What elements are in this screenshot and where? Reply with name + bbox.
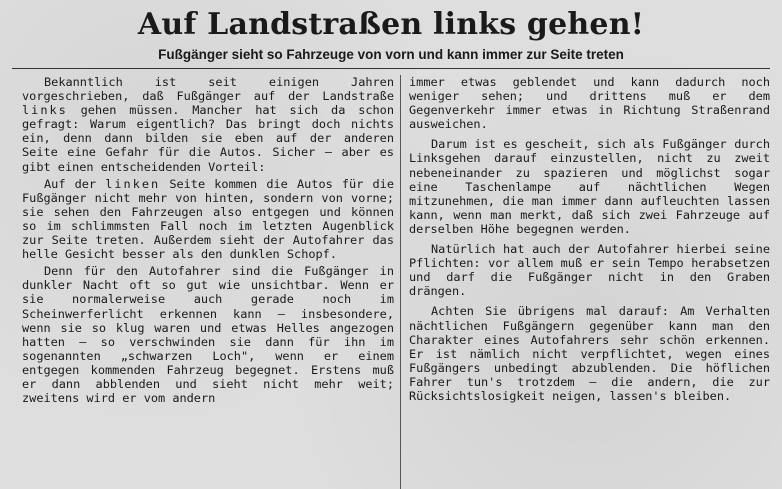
paragraph-text: Auf der xyxy=(44,176,106,191)
article-body xyxy=(10,75,772,489)
left-column xyxy=(10,75,400,489)
paragraph-text: Bekanntlich ist seit einigen Jahren vorgeschrieben, daß Fußgänger auf der Landstraße xyxy=(22,75,394,104)
paragraph: Natürlich hat auch der Autofahrer hierbei seine Pflichten: vor allem muß er sein Tempo herabsetzen und darf die Fußgänger nicht in den Graben drängen. xyxy=(409,242,770,299)
article-headline: Auf Landstraßen links gehen! xyxy=(137,7,645,42)
article-subheadline: Fußgänger sieht so Fahrzeuge von vorn und kann immer zur Seite treten xyxy=(158,47,624,62)
paragraph: Achten Sie übrigens mal darauf: Am Verhalten nächtlichen Fußgängern gegenüber kann man den Charakter eines Autofahrers sehr schön erkennen. Er ist nämlich nicht verpflichtet, wegen eines Fußgängers unbedingt abzublenden. Die höflichen Fahrer tun's trotzdem — die andern, die zur Rücksichtslosigkeit neigen, lassen's bleiben. xyxy=(409,304,770,403)
paragraph-text: Seite kommen die Autos für die Fußgänger nicht mehr von hinten, sondern von vorne; sie sehen den Fahrzeugen also entgegen und können so im schlimmsten Fall noch im letzten Augenblick zur Seite treten. Außerdem sieht der Autofahrer das helle Gesicht besser als den dunklen Schopf. xyxy=(22,176,394,262)
right-column xyxy=(400,75,772,489)
emphasized-word: linken xyxy=(105,176,161,191)
paragraph xyxy=(22,75,394,174)
headline-divider xyxy=(12,68,770,69)
paragraph-text: gehen müssen. Mancher hat sich da schon gefragt: Warum eigentlich? Das bringt doch nichts ein, denn dann bilden sie eben auf der anderen Seite eine Gefahr für die Autos. Sicher — aber es gibt einen entscheidenden Vorteil: xyxy=(22,103,394,174)
paragraph xyxy=(22,177,394,262)
paragraph: Denn für den Autofahrer sind die Fußgänger in dunkler Nacht oft so gut wie unsichtbar. Wenn er sie normalerweise auch gerade noch im Scheinwerferlicht erkennen kann — insbesondere, wenn sie so klug waren und etwas Helles angezogen hatten — so verschwinden sie dann für ihn im sogenannten „schwarzen Loch", wenn er einem entgegen kommenden Fahrzeug begegnet. Erstens muß er dann abblenden und sieht nicht mehr weit; zweitens wird er vom andern xyxy=(22,264,394,406)
paragraph: Darum ist es gescheit, sich als Fußgänger durch Linksgehen darauf einzustellen, nicht zu zweit nebeneinander zu spazieren und möglichst sogar eine Taschenlampe auf nächtlichen Wegen mitzunehmen, die man immer dann aufleuchten lassen kann, wenn man merkt, daß sich zwei Fahrzeuge auf derselben Höhe begegnen werden. xyxy=(409,137,770,236)
emphasized-word: links xyxy=(22,103,68,118)
paragraph: immer etwas geblendet und kann dadurch noch weniger sehen; und drittens muß er dem Gegenverkehr immer etwas in Richtung Straßenrand ausweichen. xyxy=(409,75,770,132)
